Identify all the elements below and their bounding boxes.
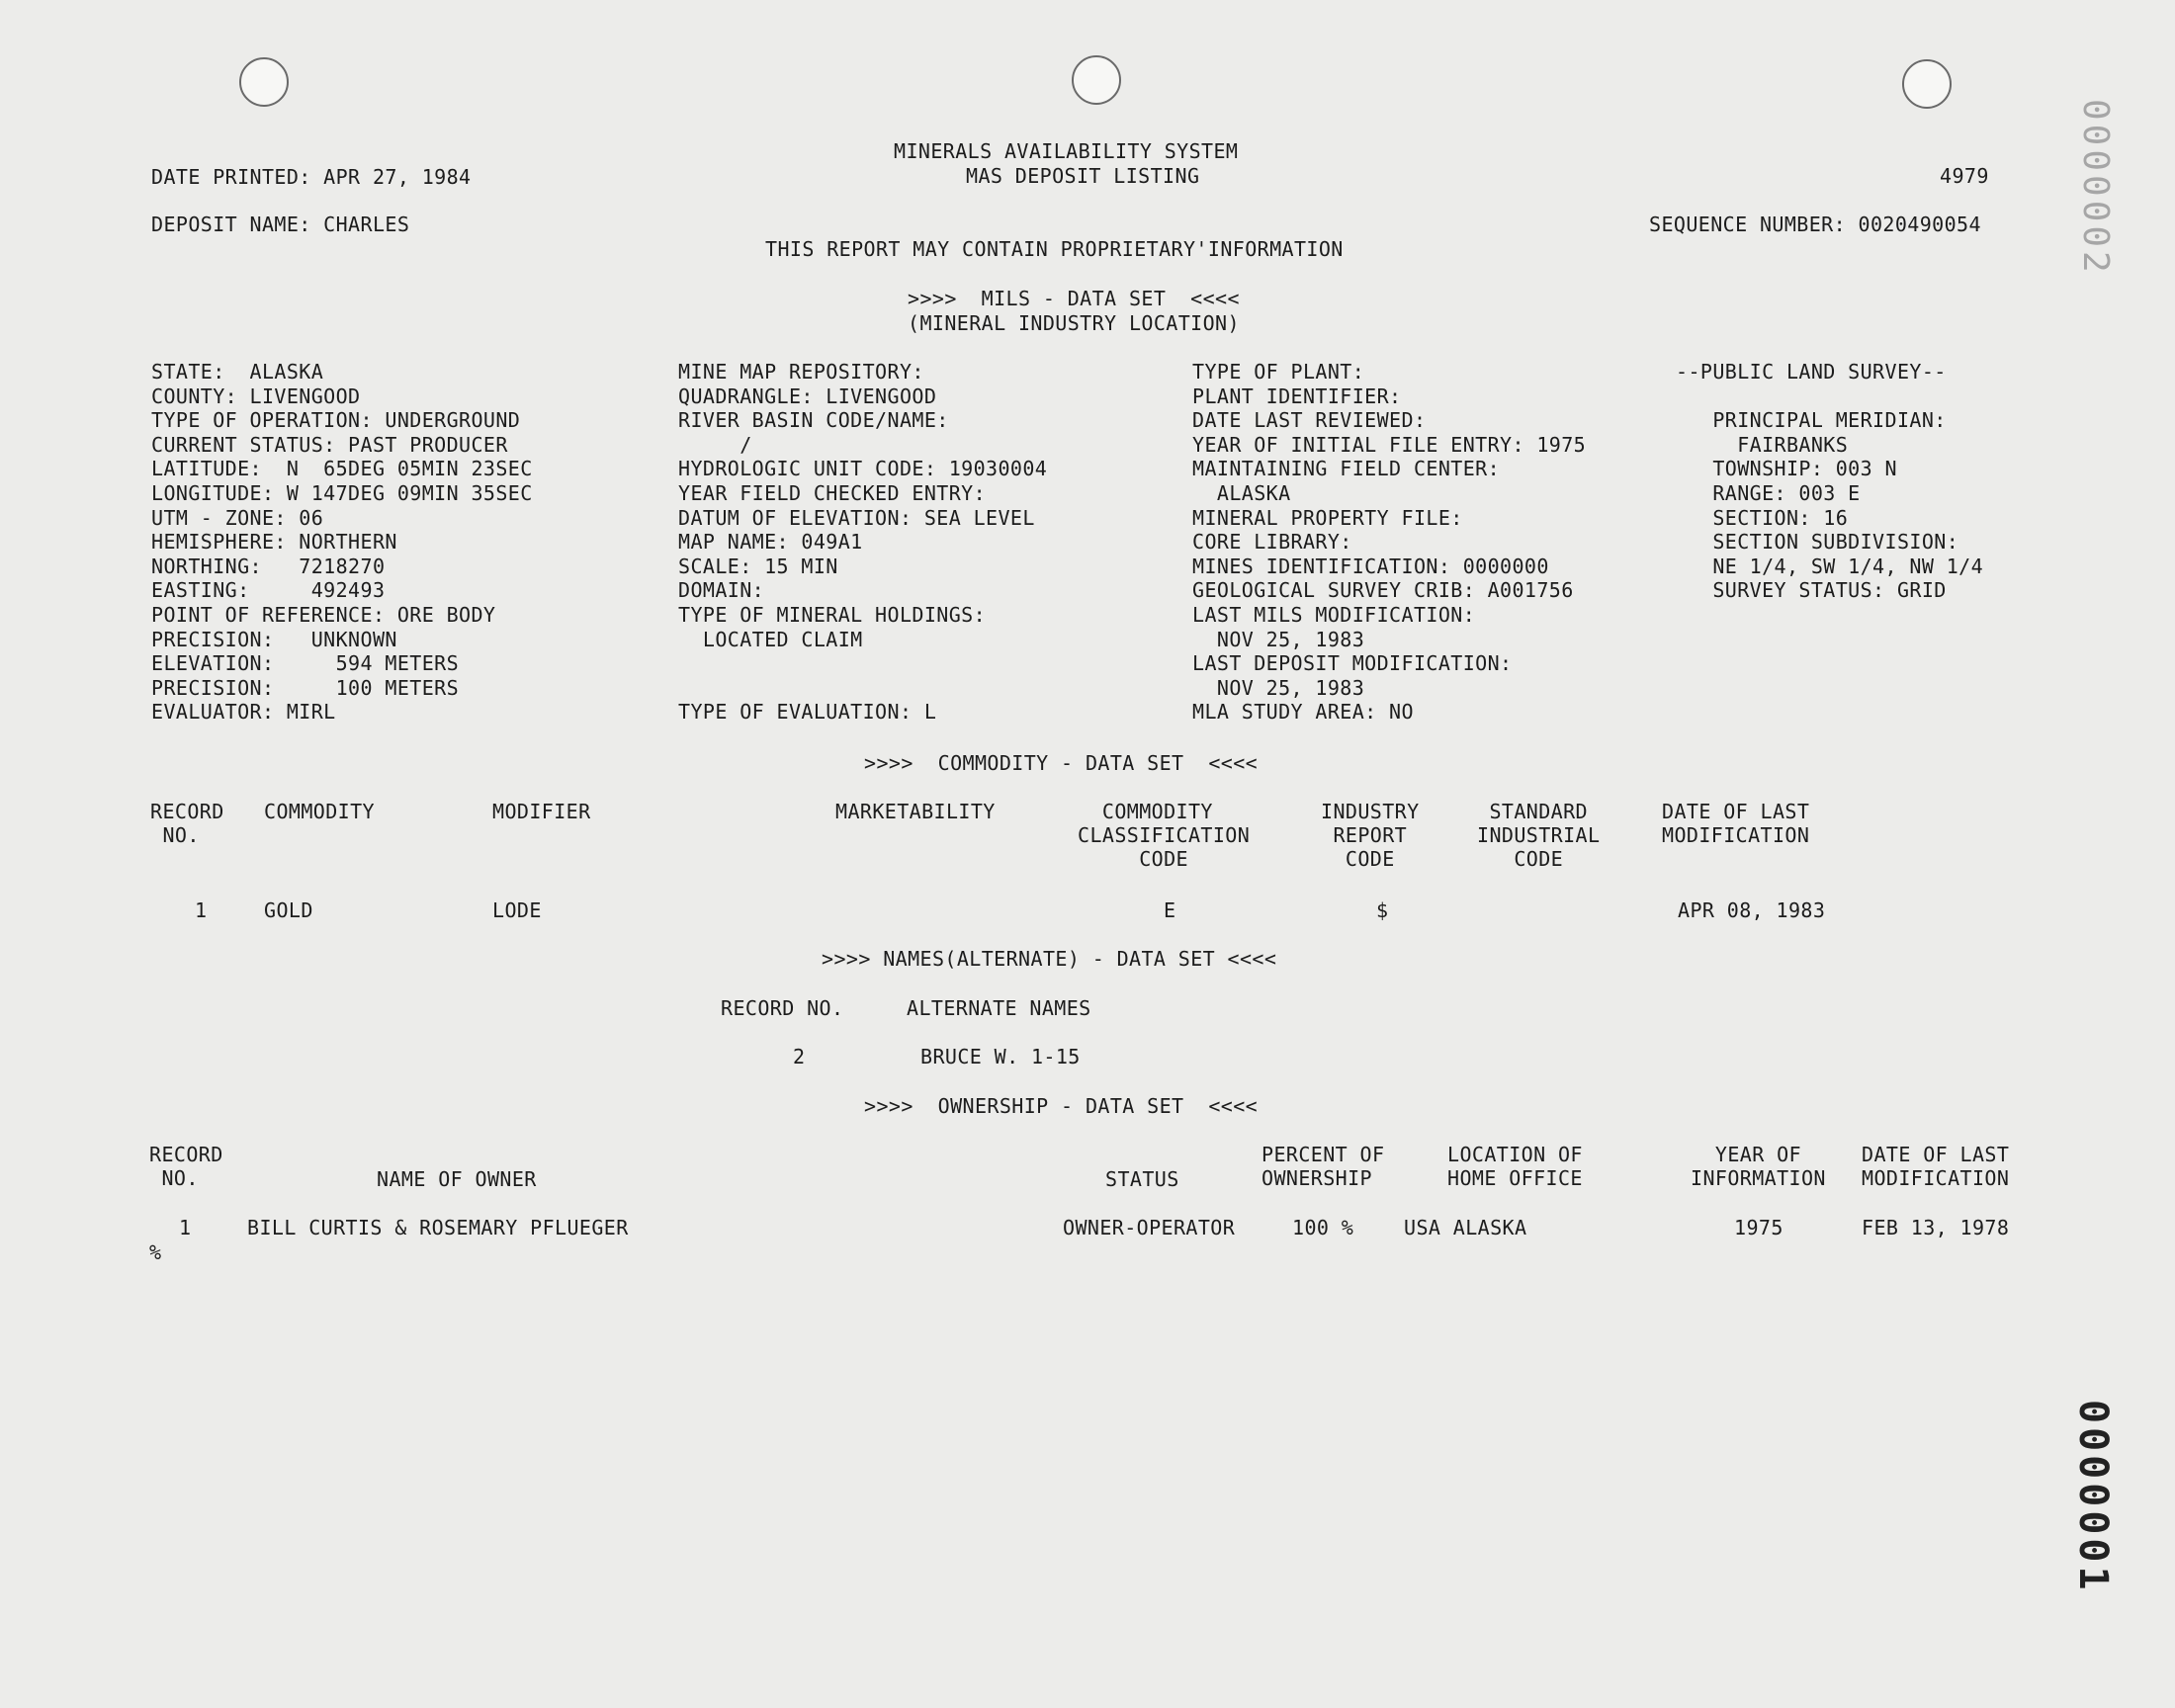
ownership-header-record: RECORD NO. — [149, 1143, 223, 1190]
names-row-record: 2 — [793, 1045, 806, 1068]
names-row-name: BRUCE W. 1-15 — [920, 1045, 1081, 1068]
commodity-header-commodity: COMMODITY — [264, 800, 375, 823]
mils-col3-line: MLA STUDY AREA: NO — [1192, 700, 1414, 725]
mils-heading: >>>> MILS - DATA SET <<<< — [908, 287, 1240, 310]
sequence-number: SEQUENCE NUMBER: 0020490054 — [1649, 213, 1981, 236]
mils-col4-line: TOWNSHIP: 003 N — [1676, 457, 1897, 481]
mils-col4-line: SURVEY STATUS: GRID — [1676, 578, 1947, 603]
margin-stamp-top: 0000002 — [2075, 99, 2116, 277]
commodity-header-sic: STANDARD INDUSTRIAL CODE — [1477, 800, 1601, 871]
mils-col1-line: EASTING: 492493 — [151, 578, 386, 603]
mils-subheading: (MINERAL INDUSTRY LOCATION) — [908, 311, 1240, 335]
mils-col3-line: GEOLOGICAL SURVEY CRIB: A001756 — [1192, 578, 1574, 603]
mils-col3-line: TYPE OF PLANT: — [1192, 360, 1365, 384]
mils-col4-line: NE 1/4, SW 1/4, NW 1/4 — [1676, 554, 1984, 578]
mils-col3-line: NOV 25, 1983 — [1192, 675, 1365, 700]
mils-col2-line: RIVER BASIN CODE/NAME: — [678, 408, 949, 433]
mils-col1-line: PRECISION: UNKNOWN — [151, 627, 397, 651]
mils-col2-line: TYPE OF EVALUATION: L — [678, 700, 937, 725]
commodity-row-industry: $ — [1376, 898, 1389, 922]
mils-col4-line: RANGE: 003 E — [1676, 481, 1861, 505]
mils-col1-line: UTM - ZONE: 06 — [151, 505, 324, 530]
mils-col3-line: ALASKA — [1192, 481, 1291, 505]
commodity-row-record: 1 — [195, 898, 208, 922]
mils-col3-line: MINERAL PROPERTY FILE: — [1192, 505, 1463, 530]
mils-col1-line: PRECISION: 100 METERS — [151, 675, 460, 700]
commodity-header-marketability: MARKETABILITY — [835, 800, 996, 823]
mils-col1-line: EVALUATOR: MIRL — [151, 700, 336, 725]
mils-col2-line: QUADRANGLE: LIVENGOOD — [678, 384, 937, 408]
punch-hole-right — [1902, 59, 1952, 109]
punch-hole-center — [1072, 55, 1121, 105]
mils-col4-line: SECTION SUBDIVISION: — [1676, 530, 1959, 555]
mils-col3-line: DATE LAST REVIEWED: — [1192, 408, 1427, 433]
ownership-header-name: NAME OF OWNER — [377, 1167, 537, 1191]
ownership-header-location: LOCATION OF HOME OFFICE — [1447, 1143, 1583, 1190]
commodity-header-record: RECORD NO. — [150, 800, 224, 847]
commodity-heading: >>>> COMMODITY - DATA SET <<<< — [864, 751, 1259, 775]
ownership-header-status: STATUS — [1105, 1167, 1179, 1191]
ownership-header-last-mod: DATE OF LAST MODIFICATION — [1862, 1143, 2010, 1190]
mils-col4-line: SECTION: 16 — [1676, 505, 1849, 530]
mils-col1-line: COUNTY: LIVENGOOD — [151, 384, 361, 408]
commodity-header-industry: INDUSTRY REPORT CODE — [1321, 800, 1420, 871]
mils-col2-line: YEAR FIELD CHECKED ENTRY: — [678, 481, 987, 505]
ownership-row-status: OWNER-OPERATOR — [1063, 1216, 1236, 1239]
mils-col4-line: --PUBLIC LAND SURVEY-- — [1676, 360, 1947, 384]
commodity-header-classification: COMMODITY CLASSIFICATION CODE — [1078, 800, 1251, 871]
commodity-header-last-mod: DATE OF LAST MODIFICATION — [1662, 800, 1810, 847]
ownership-header-percent: PERCENT OF OWNERSHIP — [1262, 1143, 1385, 1190]
mils-col3-line: NOV 25, 1983 — [1192, 627, 1365, 651]
mils-col1-line: TYPE OF OPERATION: UNDERGROUND — [151, 408, 521, 433]
date-printed: DATE PRINTED: APR 27, 1984 — [151, 165, 472, 189]
commodity-row-modifier: LODE — [492, 898, 542, 922]
ownership-trailer: % — [149, 1240, 162, 1264]
mils-col4-line: PRINCIPAL MERIDIAN: — [1676, 408, 1947, 433]
mils-col1-line: STATE: ALASKA — [151, 360, 324, 384]
mils-col3-line: PLANT IDENTIFIER: — [1192, 384, 1402, 408]
mils-col2-line: DOMAIN: — [678, 578, 765, 603]
mils-col1-line: ELEVATION: 594 METERS — [151, 651, 460, 676]
page-number: 4979 — [1940, 164, 1989, 188]
listing-title: MAS DEPOSIT LISTING — [966, 164, 1200, 188]
ownership-row-record: 1 — [179, 1216, 192, 1239]
mils-col4-line: FAIRBANKS — [1676, 432, 1849, 457]
mils-col1-line: CURRENT STATUS: PAST PRODUCER — [151, 432, 508, 457]
ownership-row-percent: 100 % — [1292, 1216, 1354, 1239]
mils-col1-line: HEMISPHERE: NORTHERN — [151, 530, 397, 555]
mils-col1-line: LATITUDE: N 65DEG 05MIN 23SEC — [151, 457, 533, 481]
mils-col3-line: CORE LIBRARY: — [1192, 530, 1352, 555]
commodity-row-commodity: GOLD — [264, 898, 313, 922]
mils-col3-line: YEAR OF INITIAL FILE ENTRY: 1975 — [1192, 432, 1587, 457]
names-header-names: ALTERNATE NAMES — [907, 996, 1091, 1020]
mils-col2-line: MAP NAME: 049A1 — [678, 530, 863, 555]
commodity-row-classification: E — [1164, 898, 1176, 922]
mils-col1-line: LONGITUDE: W 147DEG 09MIN 35SEC — [151, 481, 533, 505]
mils-col1-line: NORTHING: 7218270 — [151, 554, 386, 578]
names-heading: >>>> NAMES(ALTERNATE) - DATA SET <<<< — [822, 947, 1277, 971]
deposit-name: DEPOSIT NAME: CHARLES — [151, 213, 410, 236]
mils-col2-line: LOCATED CLAIM — [678, 627, 863, 651]
mils-col1-line: POINT OF REFERENCE: ORE BODY — [151, 603, 496, 627]
ownership-heading: >>>> OWNERSHIP - DATA SET <<<< — [864, 1094, 1259, 1118]
names-header-record: RECORD NO. — [721, 996, 844, 1020]
mils-col3-line: MINES IDENTIFICATION: 0000000 — [1192, 554, 1549, 578]
mils-col3-line: LAST MILS MODIFICATION: — [1192, 603, 1476, 627]
mils-col2-line: HYDROLOGIC UNIT CODE: 19030004 — [678, 457, 1048, 481]
ownership-row-year: 1975 — [1734, 1216, 1784, 1239]
ownership-row-last-mod: FEB 13, 1978 — [1862, 1216, 2010, 1239]
ownership-row-name: BILL CURTIS & ROSEMARY PFLUEGER — [247, 1216, 629, 1239]
commodity-row-last-mod: APR 08, 1983 — [1678, 898, 1826, 922]
system-title: MINERALS AVAILABILITY SYSTEM — [894, 139, 1239, 163]
mils-col3-line: LAST DEPOSIT MODIFICATION: — [1192, 651, 1513, 676]
mils-col2-line: TYPE OF MINERAL HOLDINGS: — [678, 603, 987, 627]
mils-col3-line: MAINTAINING FIELD CENTER: — [1192, 457, 1501, 481]
mils-col2-line: MINE MAP REPOSITORY: — [678, 360, 924, 384]
commodity-header-modifier: MODIFIER — [492, 800, 591, 823]
ownership-row-location: USA ALASKA — [1404, 1216, 1527, 1239]
punch-hole-left — [239, 57, 289, 107]
mils-col2-line: SCALE: 15 MIN — [678, 554, 838, 578]
proprietary-notice: THIS REPORT MAY CONTAIN PROPRIETARY'INFORMATION — [765, 237, 1344, 261]
ownership-header-year: YEAR OF INFORMATION — [1691, 1143, 1826, 1190]
mils-col2-line: DATUM OF ELEVATION: SEA LEVEL — [678, 505, 1035, 530]
margin-stamp-bottom: 0000001 — [2070, 1400, 2116, 1594]
mils-col2-line: / — [678, 432, 752, 457]
